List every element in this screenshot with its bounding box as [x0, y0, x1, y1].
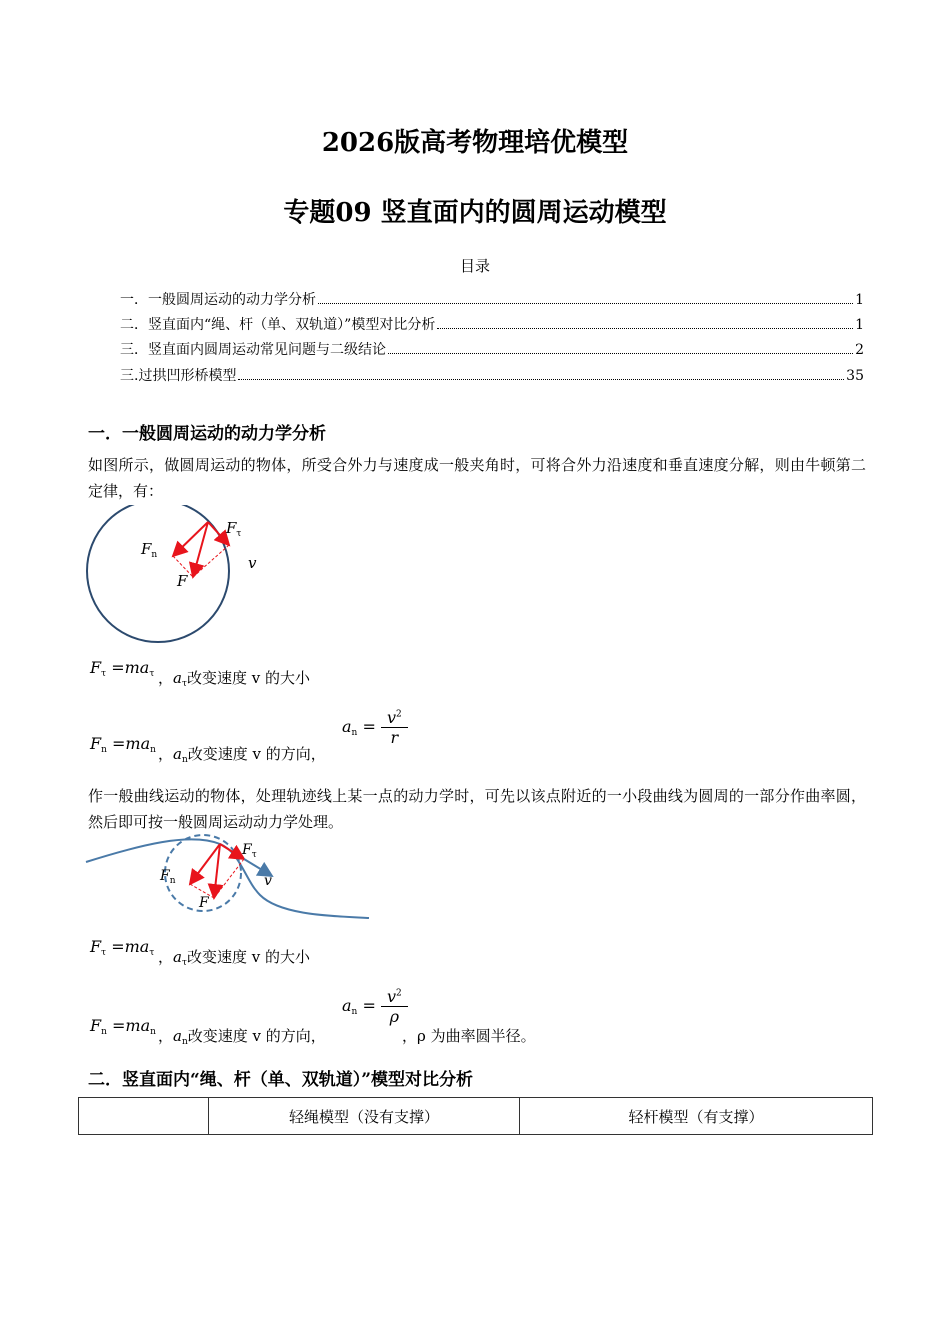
fig2-label-f: F [199, 895, 209, 911]
fig2-label-v: v [264, 873, 272, 889]
toc-leader [318, 291, 853, 304]
section1-heading: 一．一般圆周运动的动力学分析 [88, 424, 326, 444]
doc-subtitle: 专题09 竖直面内的圆周运动模型 [283, 198, 667, 228]
model-comparison-table [78, 1097, 873, 1135]
fig2-label-ft: $F_\tau$ [242, 842, 257, 860]
toc-item[interactable] [120, 339, 864, 359]
equation-fn: $F_n =ma_n$ [90, 734, 156, 755]
doc-title: 2026版高考物理培优模型 [321, 128, 629, 158]
table-header-cell: 轻杆模型（有支撑） [520, 1098, 873, 1135]
toc-item[interactable] [120, 365, 864, 385]
toc-item-label: 一．一般圆周运动的动力学分析 [120, 292, 316, 308]
table-header-row [79, 1098, 873, 1135]
equation-ft-2-note: ，$a_\tau$改变速度 v 的大小 [158, 948, 310, 968]
toc-item-label: 二．竖直面内“绳、杆（单、双轨道）”模型对比分析 [120, 317, 436, 333]
toc-heading: 目录 [459, 257, 490, 275]
toc-item-label: 三．竖直面内圆周运动常见问题与二级结论 [120, 342, 386, 358]
equation-ft: $F_\tau =ma_\tau$ [90, 658, 155, 679]
toc-item-page: 2 [855, 342, 864, 358]
equation-an-rho: $a_n$ = $\frac{v^2}{\rho}$ [342, 987, 408, 1026]
equation-fn-note: ，$a_n$改变速度 v 的方向， [158, 745, 326, 765]
toc-leader [238, 367, 844, 380]
equation-an: $a_n$ = $\frac{v^2}{r}$ [342, 708, 408, 747]
toc-item[interactable] [120, 289, 864, 309]
toc-item-page: 35 [846, 368, 864, 384]
toc-leader [388, 341, 853, 354]
trajectory-curve [86, 839, 369, 918]
curvature-figure [80, 830, 380, 930]
rho-note: ，ρ 为曲率圆半径。 [402, 1027, 536, 1045]
equation-ft-note: ，$a_\tau$改变速度 v 的大小 [158, 669, 310, 689]
toc-leader [437, 316, 853, 329]
section1-para1: 如图所示，做圆周运动的物体，所受合外力与速度成一般夹角时，可将合外力沿速度和垂直速度分解，则由牛顿第二定律，有： [88, 456, 866, 500]
section1-para2: 作一般曲线运动的物体，处理轨迹线上某一点的动力学时，可先以该点附近的一小段曲线为圆周的一部分作曲率圆，然后即可按一般圆周运动动力学处理。 [88, 787, 866, 831]
fig1-label-ft: $F_\tau$ [226, 519, 242, 539]
equation-fn-2: $F_n =ma_n$ [90, 1016, 156, 1037]
section2-heading: 二．竖直面内“绳、杆（单、双轨道）”模型对比分析 [88, 1070, 474, 1090]
fig1-label-f: F [177, 572, 188, 590]
ft-arrow [220, 844, 244, 859]
table-header-cell: 轻绳模型（没有支撑） [209, 1098, 520, 1135]
equation-fn-2-note: ，$a_n$改变速度 v 的方向， [158, 1027, 326, 1047]
toc-item-label: 三.过拱凹形桥模型 [120, 368, 237, 384]
toc-item-page: 1 [855, 317, 864, 333]
fig1-label-fn: $F_n$ [141, 540, 158, 560]
fig1-label-v: v [248, 554, 257, 572]
table-header-cell [79, 1098, 209, 1135]
toc-item[interactable] [120, 314, 864, 334]
fig2-label-fn: $F_n$ [160, 868, 176, 886]
equation-ft-2: $F_\tau =ma_\tau$ [90, 937, 155, 958]
toc-item-page: 1 [855, 292, 864, 308]
